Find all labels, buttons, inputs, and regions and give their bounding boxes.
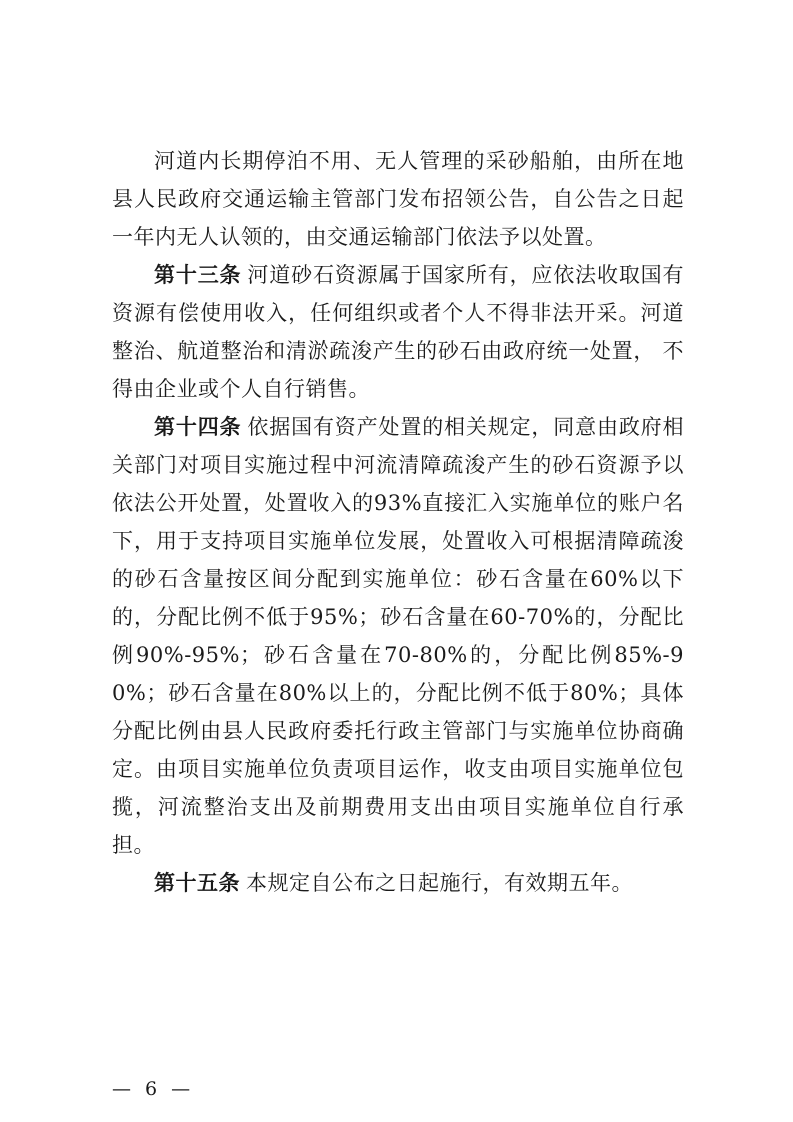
page-number: — 6 — [112, 1078, 195, 1100]
article-label: 第十四条 [154, 415, 242, 439]
paragraph-ship-disposal [112, 142, 684, 256]
article-13 [112, 256, 684, 408]
article-14 [112, 408, 684, 864]
document-body [112, 142, 684, 902]
article-label: 第十五条 [154, 871, 240, 895]
paragraph-text: 河道内长期停泊不用、无人管理的采砂船舶，由所在地县人民政府交通运输主管部门发布招领公告，自公告之日起一年内无人认领的，由交通运输部门依法予以处置。 [112, 149, 684, 249]
article-text: 河道砂石资源属于国家所有，应依法收取国有资源有偿使用收入，任何组织或者个人不得非法开采。河道整治、航道整治和清淤疏浚产生的砂石由政府统一处置， 不得由企业或个人自行销售。 [112, 263, 685, 401]
article-text: 本规定自公布之日起施行，有效期五年。 [246, 871, 633, 895]
article-label: 第十三条 [154, 263, 242, 287]
article-text: 依据国有资产处置的相关规定，同意由政府相关部门对项目实施过程中河流清障疏浚产生的砂石资源予以依法公开处置，处置收入的93%直接汇入实施单位的账户名下，用于支持项目实施单位发展，处置收入可根据清障疏浚的砂石含量按区间分配到实施单位：砂石含量在60%以下的，分配比例不低于95%；砂石含量在60-70%的，分配比例90%-95%；砂石含量在70-80%的，分配比例85%-90%；砂石含量在80%以上的，分配比例不低于80%；具体分配比例由县人民政府委托行政主管部门与实施单位协商确定。由项目实施单位负责项目运作，收支由项目实施单位包揽，河流整治支出及前期费用支出由项目实施单位自行承担。 [112, 415, 685, 857]
article-15 [112, 864, 684, 902]
